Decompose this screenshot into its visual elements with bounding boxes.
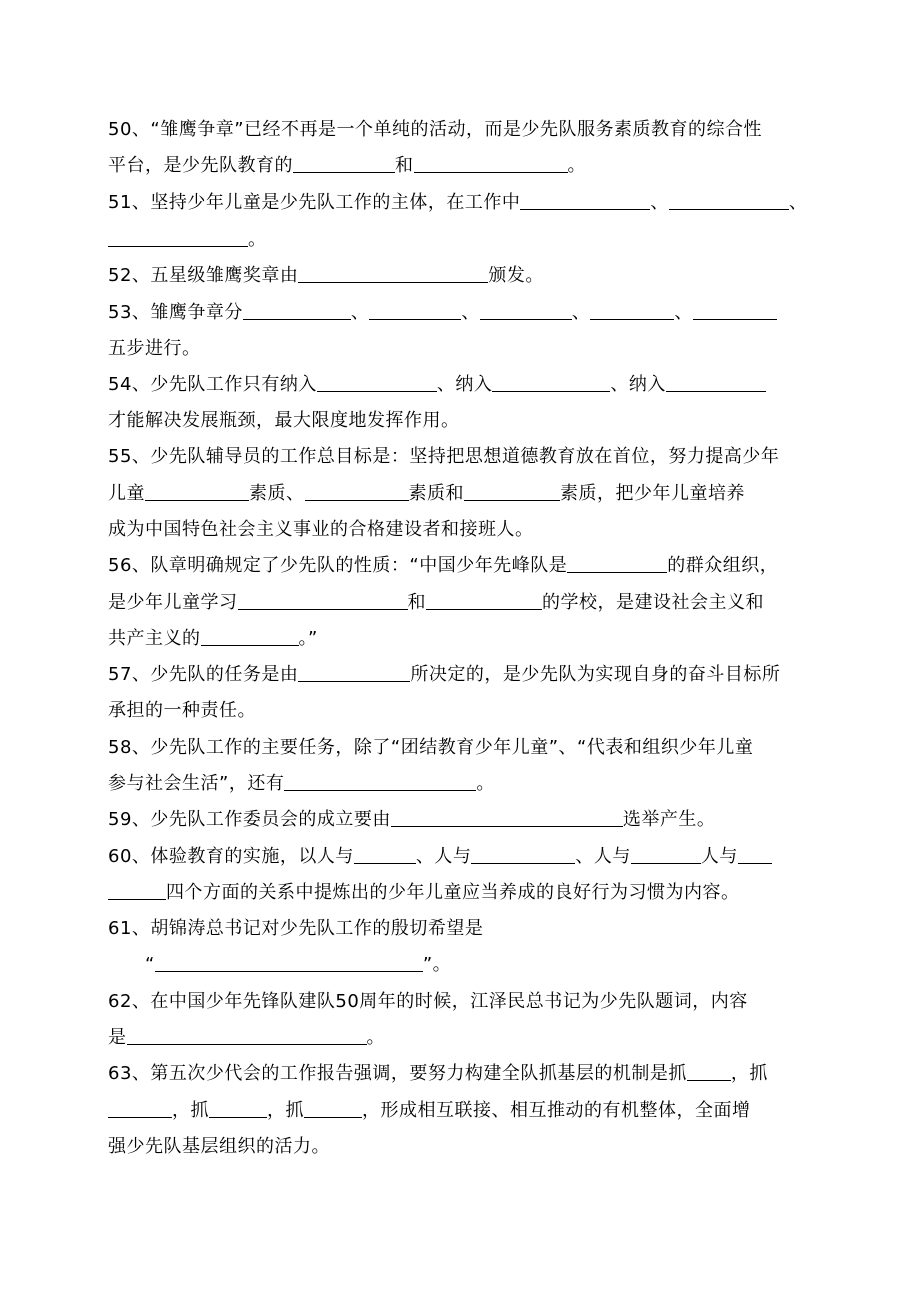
answer-blank[interactable] (590, 301, 674, 320)
question-54-line-2: 才能解决发展瓶颈，最大限度地发挥作用。 (108, 410, 460, 431)
question-56-line-2: 是少年儿童学习 和 的学校，是建设社会主义和 (108, 592, 764, 613)
question-54-line-1: 54、少先队工作只有纳入 、纳入 、纳入 (108, 373, 766, 397)
question-62-line-2: 是 。 (108, 1027, 385, 1048)
answer-blank[interactable] (567, 554, 667, 573)
question-57-line-1: 57、少先队的任务是由 所决定的，是少先队为实现自身的奋斗目标所 (108, 664, 781, 685)
answer-blank[interactable] (155, 953, 423, 972)
answer-blank[interactable] (145, 482, 249, 501)
answer-blank[interactable] (426, 591, 542, 610)
answer-blank[interactable] (284, 772, 476, 791)
answer-blank[interactable] (243, 301, 351, 320)
question-57-line-2: 承担的一种责任。 (108, 700, 256, 721)
answer-blank[interactable] (464, 482, 560, 501)
answer-blank[interactable] (298, 264, 488, 283)
answer-blank[interactable] (492, 373, 610, 392)
answer-blank[interactable] (414, 154, 568, 173)
question-60-line-1: 60、体验教育的实施，以人与 、人与 、人与 人与 (108, 845, 772, 869)
answer-blank[interactable] (354, 845, 416, 864)
question-51-line-2: 。 (108, 228, 267, 252)
answer-blank[interactable] (369, 301, 461, 320)
question-50-line-1: 50、“雏鹰争章”已经不再是一个单纯的活动，而是少先队服务素质教育的综合性 (108, 119, 763, 140)
question-56-line-3: 共产主义的 。” (108, 628, 318, 649)
answer-blank[interactable] (201, 627, 299, 646)
question-63-line-2: ，抓 ，抓 ，形成相互联接、相互推动的有机整体，全面增 (108, 1099, 751, 1123)
answer-blank[interactable] (108, 1099, 172, 1118)
question-61-line-1: 61、胡锦涛总书记对少先队工作的殷切希望是 (108, 918, 484, 939)
answer-blank[interactable] (687, 1062, 731, 1081)
question-63-line-1: 63、第五次少代会的工作报告强调，要努力构建全队抓基层的机制是抓 ，抓 (108, 1063, 768, 1084)
question-55-line-2: 儿童 素质、 素质和 素质，把少年儿童培养 (108, 483, 745, 504)
question-58-line-2: 参与社会生活”，还有 。 (108, 773, 495, 794)
question-53-line-2: 五步进行。 (108, 338, 201, 359)
answer-blank[interactable] (127, 1026, 367, 1045)
answer-blank[interactable] (298, 663, 410, 682)
answer-blank[interactable] (669, 191, 789, 210)
answer-blank[interactable] (631, 845, 701, 864)
question-52-line-1: 52、五星级雏鹰奖章由 颁发。 (108, 265, 544, 286)
question-62-line-1: 62、在中国少年先锋队建队50周年的时候，江泽民总书记为少先队题词，内容 (108, 991, 748, 1012)
question-61-line-2: “ ”。 (145, 954, 452, 975)
question-50-line-2: 平台，是少先队教育的 和 。 (108, 155, 586, 176)
answer-blank[interactable] (520, 191, 650, 210)
answer-blank[interactable] (738, 845, 772, 864)
answer-blank[interactable] (108, 881, 166, 900)
question-55-line-3: 成为中国特色社会主义事业的合格建设者和接班人。 (108, 519, 534, 540)
answer-blank[interactable] (238, 591, 408, 610)
answer-blank[interactable] (391, 808, 623, 827)
question-58-line-1: 58、少先队工作的主要任务，除了“团结教育少年儿童”、“代表和组织少年儿童 (108, 737, 754, 758)
question-60-line-2: 四个方面的关系中提炼出的少年儿童应当养成的良好行为习惯为内容。 (108, 881, 740, 905)
answer-blank[interactable] (317, 373, 437, 392)
answer-blank[interactable] (471, 845, 575, 864)
answer-blank[interactable] (693, 301, 777, 320)
question-51-line-1: 51、坚持少年儿童是少先队工作的主体，在工作中 、 、 (108, 192, 808, 213)
answer-blank[interactable] (480, 301, 572, 320)
answer-blank[interactable] (209, 1099, 267, 1118)
answer-blank[interactable] (293, 154, 395, 173)
question-55-line-1: 55、少先队辅导员的工作总目标是：坚持把思想道德教育放在首位，努力提高少年 (108, 446, 780, 467)
question-59-line-1: 59、少先队工作委员会的成立要由 选举产生。 (108, 809, 716, 830)
answer-blank[interactable] (304, 1099, 362, 1118)
answer-blank[interactable] (108, 228, 248, 247)
question-53-line-1: 53、雏鹰争章分 、 、 、 、 (108, 301, 777, 325)
question-56-line-1: 56、队章明确规定了少先队的性质：“中国少年先峰队是 的群众组织， (108, 555, 779, 576)
answer-blank[interactable] (305, 482, 409, 501)
answer-blank[interactable] (666, 373, 766, 392)
question-63-line-3: 强少先队基层组织的活力。 (108, 1136, 330, 1157)
